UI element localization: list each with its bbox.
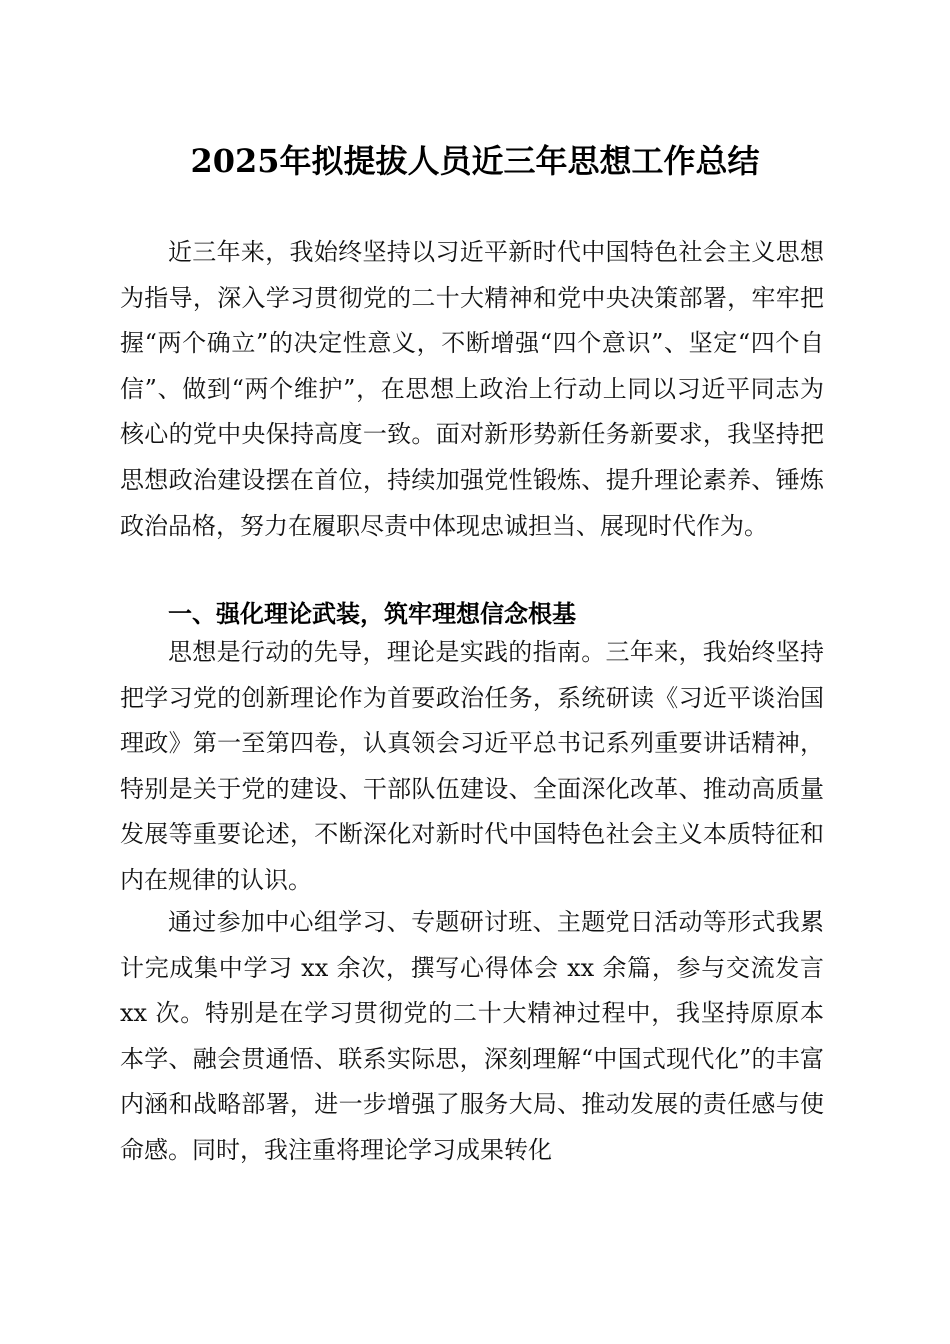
paragraph-theory: 思想是行动的先导，理论是实践的指南。三年来，我始终坚持把学习党的创新理论作为首要政治任务，系统研读《习近平谈治国理政》第一至第四卷，认真领会习近平总书记系列重要讲话精神，特别是关于党的建设、干部队伍建设、全面深化改革、推动高质量发展等重要论述，不断深化对新时代中国特色社会主义本质特征和内在规律的认识。 (120, 638, 824, 894)
paragraph-study: 通过参加中心组学习、专题研讨班、主题党日活动等形式我累计完成集中学习 xx 余次，撰写心得体会 xx 余篇，参与交流发言 xx 次。特别是在学习贯彻党的二十大精神过程中，我坚持原原本本学、融会贯通悟、联系实际思，深刻理解“中国式现代化”的丰富内涵和战略部署，进一步增强了服务大局、推动发展的责任感与使命感。同时，我注重将理论学习成果转化 (120, 908, 824, 1164)
document-title: 2025年拟提拔人员近三年思想工作总结 (190, 142, 760, 180)
section-heading-1: 一、强化理论武装，筑牢理想信念根基 (168, 600, 576, 628)
paragraph-intro: 近三年来，我始终坚持以习近平新时代中国特色社会主义思想为指导，深入学习贯彻党的二十大精神和党中央决策部署，牢牢把握“两个确立”的决定性意义，不断增强“四个意识”、坚定“四个自信”、做到“两个维护”，在思想上政治上行动上同以习近平同志为核心的党中央保持高度一致。面对新形势新任务新要求，我坚持把思想政治建设摆在首位，持续加强党性锻炼、提升理论素养、锤炼政治品格，努力在履职尽责中体现忠诚担当、展现时代作为。 (120, 238, 824, 540)
